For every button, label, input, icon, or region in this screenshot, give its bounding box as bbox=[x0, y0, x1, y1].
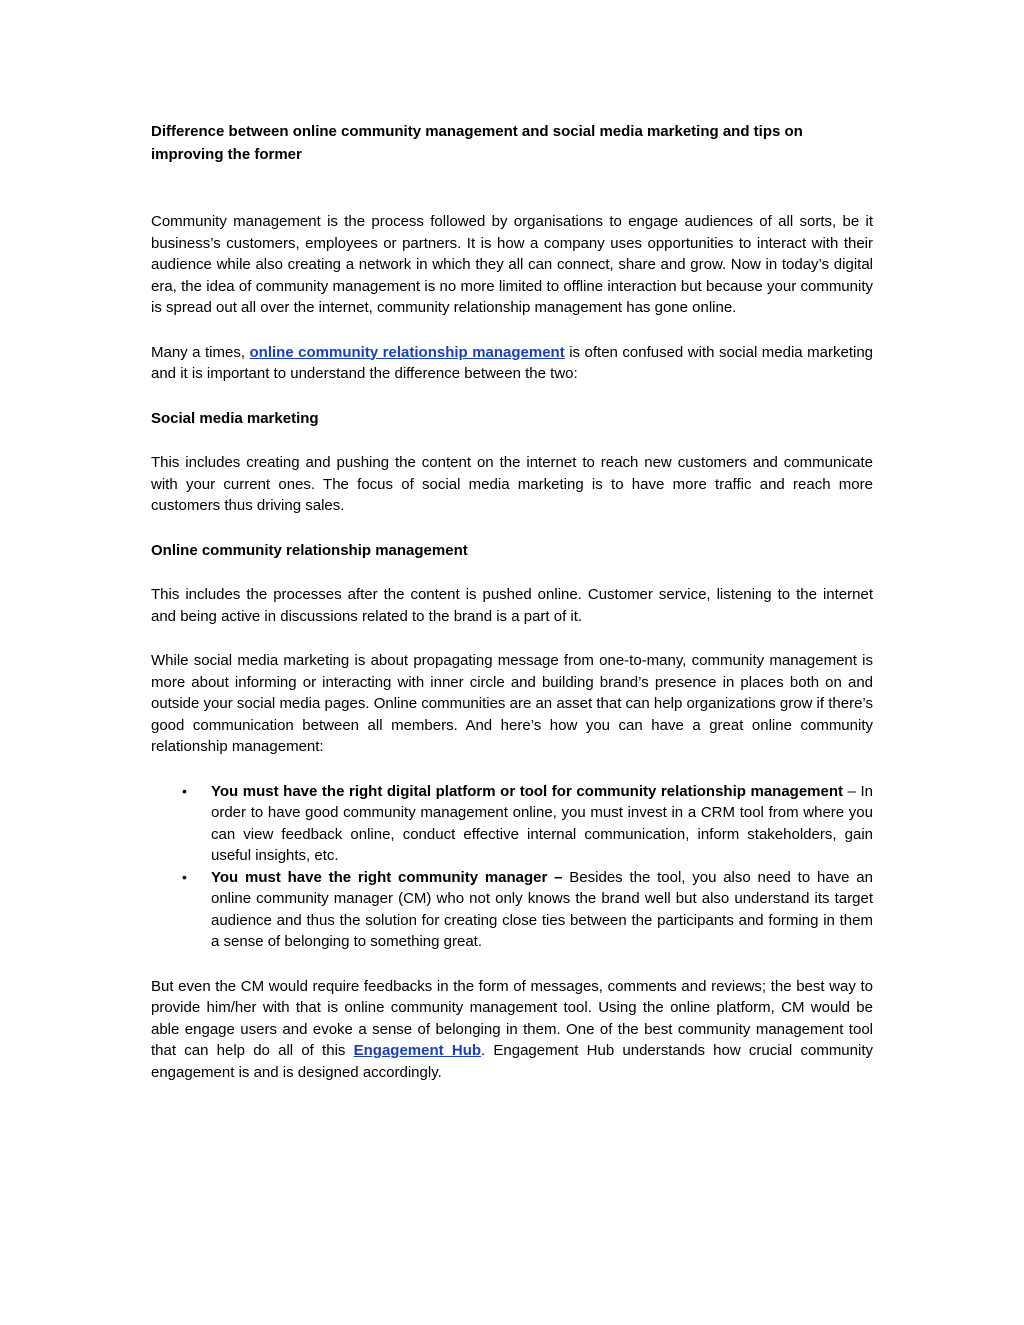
bullet-icon: • bbox=[182, 782, 187, 799]
social-media-marketing-heading: Social media marketing bbox=[151, 409, 319, 427]
tip-item bbox=[151, 781, 873, 867]
confusion-paragraph bbox=[151, 342, 873, 385]
document-page bbox=[151, 120, 873, 1106]
closing-paragraph bbox=[151, 976, 873, 1084]
comparison-paragraph: While social media marketing is about propagating message from one-to-many, community management is more about informing or interacting with inner circle and building brand’s presence in places both on and outside your social media pages. Online communities are an asset that can help organizations grow if there’s good communication between all members. And here’s how you can have a great online community relationship management: bbox=[151, 652, 873, 755]
online-community-relationship-management-link[interactable]: online community relationship management bbox=[249, 343, 565, 361]
closing-text-before: But even the CM would require feedbacks in the form of messages, comments and reviews; the best way to provide him/her with that is online community management tool. Using the online platform, CM would be able engage users and evoke a sense of belonging in them. One of the best community management tool that can help do all of this bbox=[151, 977, 873, 1059]
bullet-icon: • bbox=[182, 868, 187, 885]
tip-text: – In order to have good community management online, you must invest in a CRM tool from where you can view feedback online, conduct effective internal communication, inform stakeholders, gain useful insights, etc. bbox=[211, 782, 874, 864]
document-title: Difference between online community management and social media marketing and tips on improving the former bbox=[151, 123, 803, 163]
tips-list bbox=[151, 781, 873, 953]
tip-text: Besides the tool, you also need to have an online community manager (CM) who not only knows the brand well but also understand its target audience and thus the solution for creating close ties between the participants and forming in them a sense of belonging to something great. bbox=[211, 868, 873, 950]
confusion-text-after: is often confused with social media marketing and it is important to understand the difference between the two: bbox=[151, 343, 873, 382]
closing-text-after: . Engagement Hub understands how crucial community engagement is and is designed accordingly. bbox=[151, 1042, 873, 1081]
engagement-hub-link[interactable]: Engagement Hub bbox=[353, 1042, 482, 1059]
community-management-heading: Online community relationship management bbox=[151, 541, 468, 559]
community-management-paragraph: This includes the processes after the content is pushed online. Customer service, listening to the internet and being active in discussions related to the brand is a part of it. bbox=[151, 586, 873, 625]
social-media-marketing-paragraph: This includes creating and pushing the content on the internet to reach new customers and communicate with your current ones. The focus of social media marketing is to have more traffic and reach more customers thus driving sales. bbox=[151, 454, 873, 514]
intro-paragraph: Community management is the process followed by organisations to engage audiences of all sorts, be it business’s customers, employees or partners. It is how a company uses opportunities to interact with their audience while also creating a network in which they all can connect, share and grow. Now in today’s digital era, the idea of community management is no more limited to offline interaction but because your community is spread out all over the internet, community relationship management has gone online. bbox=[151, 213, 873, 316]
tip-title: You must have the right digital platform or tool for community relationship management bbox=[211, 782, 844, 800]
tip-title: You must have the right community manager – bbox=[211, 868, 563, 886]
tip-item bbox=[151, 867, 873, 953]
confusion-text-before: Many a times, bbox=[151, 343, 250, 361]
